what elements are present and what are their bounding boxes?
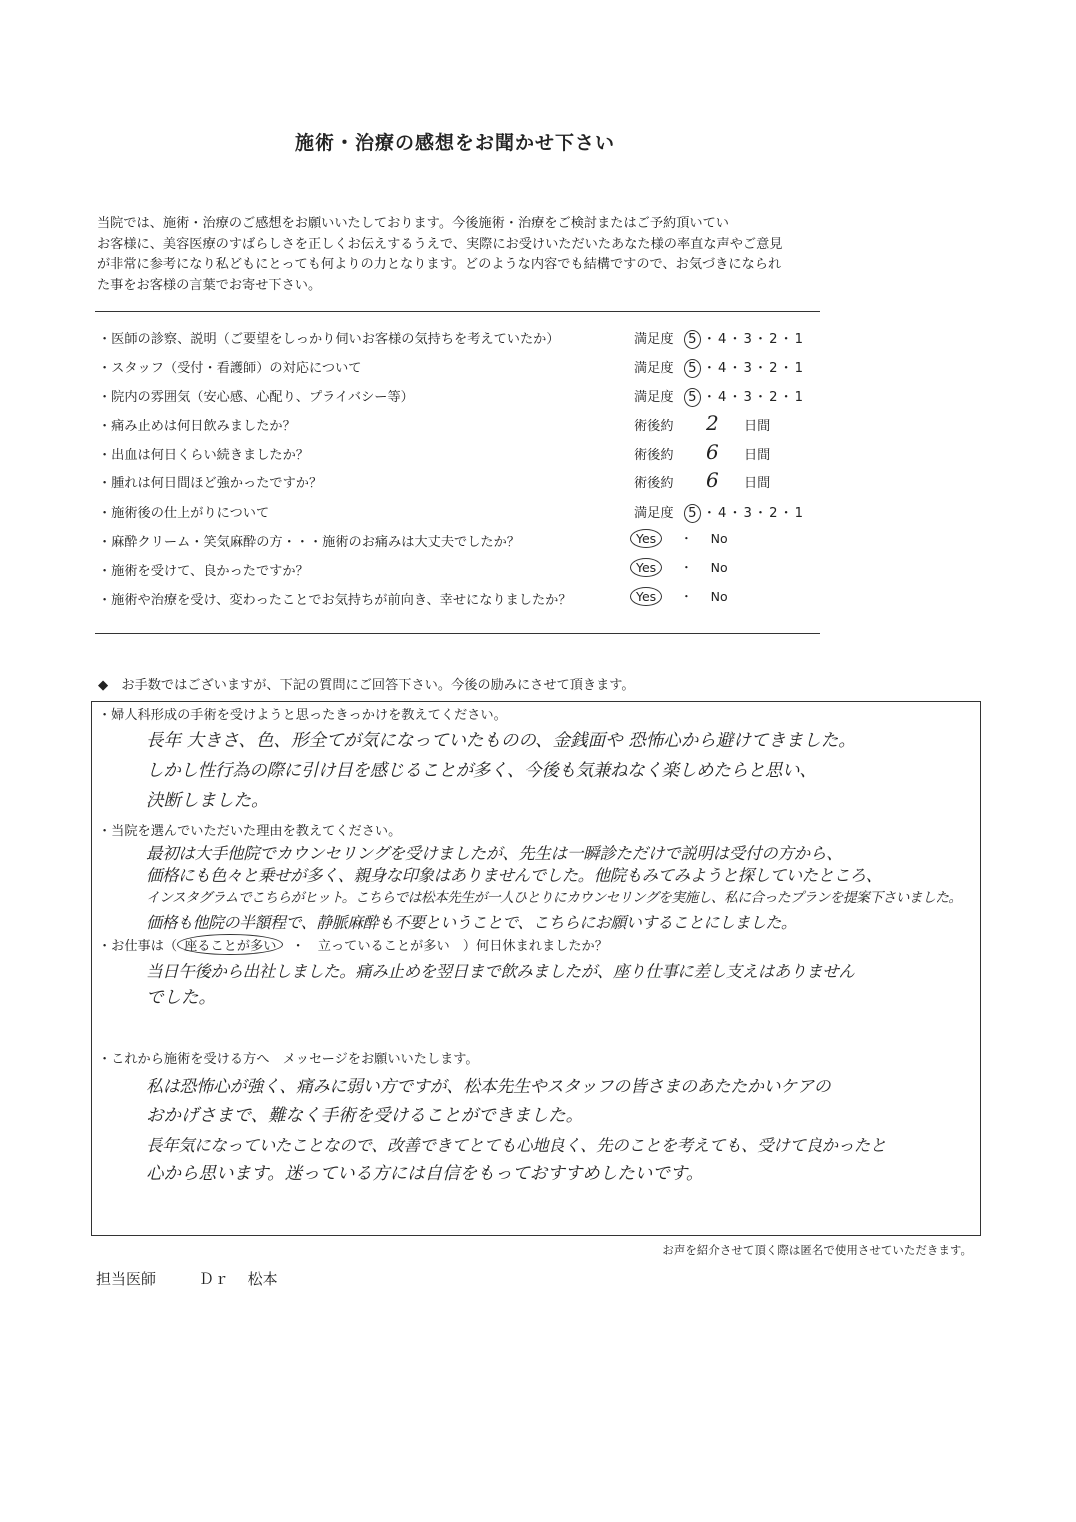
days-unit: 日間: [744, 476, 771, 491]
days-label: 術後約: [634, 448, 674, 463]
divider-bottom: [95, 633, 820, 634]
satisfaction-rating: [634, 357, 805, 378]
intro-line: お客様に、美容医療のすばらしさを正しくお伝えするうえで、実際にお受けいただいたあなた様の率直な声やご意見: [97, 236, 783, 252]
survey-question: ・腫れは何日間ほど強かったですか？: [98, 476, 323, 491]
question-label: ・婦人科形成の手術を受けようと思ったきっかけを教えてください。: [98, 708, 507, 723]
selected-score: 5: [684, 388, 701, 407]
handwritten-answer: 私は恐怖心が強く、痛みに弱い方ですが、松本先生やスタッフの皆さまのあたたかいケアの: [146, 1077, 831, 1097]
survey-question: ・施術や治療を受け、変わったことでお気持ちが前向き、幸せになりましたか？: [98, 593, 572, 608]
days-answer: [634, 440, 834, 468]
score-options: ・4・3・2・1: [702, 361, 806, 376]
separator: ・: [680, 531, 693, 546]
yes-no-answer: [630, 587, 728, 606]
yes-no-answer: [630, 529, 728, 548]
doctor-in-charge: [96, 1268, 278, 1289]
no-option: No: [710, 531, 728, 546]
rating-label: 満足度: [634, 506, 674, 521]
question-label: ・当院を選んでいただいた理由を教えてください。: [98, 824, 402, 839]
selected-option: 座ることが多い: [177, 934, 283, 955]
handwritten-answer: 最初は大手他院でカウンセリングを受けましたが、先生は一瞬診ただけで説明は受付の方から、: [146, 844, 843, 863]
doctor-prefix: Ｄｒ: [198, 1270, 229, 1288]
doctor-name: 松本: [247, 1270, 278, 1288]
days-answer: [634, 411, 834, 439]
survey-question: ・スタッフ（受付・看護師）の対応について: [98, 361, 362, 376]
score-options: ・4・3・2・1: [702, 390, 806, 405]
survey-question: ・出血は何日くらい続きましたか？: [98, 448, 309, 463]
section-heading: ◆ お手数ではございますが、下記の質問にご回答下さい。今後の励みにさせて頂きます。: [98, 678, 635, 693]
yes-no-answer: [630, 558, 728, 577]
intro-line: 当院では、施術・治療のご感想をお願いいたしております。今後施術・治療をご検討またはご予約頂いてい: [97, 216, 729, 231]
days-label: 術後約: [634, 476, 674, 491]
satisfaction-rating: [634, 386, 805, 407]
yes-selected: Yes: [630, 558, 662, 577]
score-options: ・4・3・2・1: [702, 506, 806, 521]
intro-text: [97, 214, 827, 296]
intro-line: た事をお客様の言葉でお寄せ下さい。: [97, 277, 322, 293]
handwritten-answer: 価格にも色々と乗せが多く、親身な印象はありませんでした。他院もみてみようと探していたところ、: [146, 866, 882, 885]
anonymity-note: お声を紹介させて頂く際は匿名で使用させていただきます。: [662, 1243, 972, 1257]
satisfaction-rating: [634, 328, 805, 349]
handwritten-answer: 長年 大きさ、色、形全てが気になっていたものの、金銭面や 恐怖心から避けてきました。: [146, 731, 856, 751]
selected-score: 5: [684, 504, 701, 523]
handwritten-answer: 価格も他院の半額程で、静脈麻酔も不要ということで、こちらにお願いすることにしました。: [146, 913, 797, 932]
separator: ・: [680, 560, 693, 575]
survey-question: ・麻酔クリーム・笑気麻酔の方・・・施術のお痛みは大丈夫でしたか？: [98, 535, 520, 550]
days-value: 6: [706, 468, 719, 492]
page-title: 施術・治療の感想をお聞かせ下さい: [294, 132, 615, 154]
handwritten-answer: でした。: [146, 988, 216, 1008]
separator: ・: [680, 589, 693, 604]
no-option: No: [710, 589, 728, 604]
days-unit: 日間: [744, 448, 771, 463]
survey-question: ・施術後の仕上がりについて: [98, 506, 270, 521]
handwritten-answer: 決断しました。: [146, 791, 269, 811]
intro-line: が非常に参考になり私どもにとっても何よりの力となります。どのような内容でも結構ですので、お気づきになられ: [97, 257, 782, 272]
score-options: ・4・3・2・1: [702, 332, 806, 347]
days-answer: [634, 468, 834, 496]
no-option: No: [710, 560, 728, 575]
survey-question: ・院内の雰囲気（安心感、心配り、プライバシー等）: [98, 390, 414, 405]
days-value: 2: [706, 411, 719, 435]
days-value: 6: [706, 440, 719, 464]
survey-question: ・施術を受けて、良かったですか？: [98, 564, 309, 579]
handwritten-answer: おかげさまで、難なく手術を受けることができました。: [146, 1106, 584, 1126]
selected-score: 5: [684, 330, 701, 349]
handwritten-answer: インスタグラムでこちらがヒット。こちらでは松本先生が一人ひとりにカウンセリングを実施し、私に合ったプランを提案下さいました。: [146, 890, 962, 906]
days-label: 術後約: [634, 419, 674, 434]
handwritten-answer: 心から思います。迷っている方には自信をもっておすすめしたいです。: [146, 1164, 704, 1184]
rating-label: 満足度: [634, 390, 674, 405]
rating-label: 満足度: [634, 361, 674, 376]
question-label: [98, 934, 608, 955]
question-label-prefix: ・お仕事は（: [98, 939, 178, 954]
selected-score: 5: [684, 359, 701, 378]
yes-selected: Yes: [630, 587, 662, 606]
question-label-rest: ・ 立っていることが多い ）何日休まれましたか？: [291, 939, 608, 954]
survey-question: ・痛み止めは何日飲みましたか？: [98, 419, 296, 434]
doctor-label: 担当医師: [96, 1270, 157, 1288]
handwritten-answer: 当日午後から出社しました。痛み止めを翌日まで飲みましたが、座り仕事に差し支えはありません: [146, 962, 855, 981]
handwritten-answer: 長年気になっていたことなので、改善できてとても心地良く、先のことを考えても、受けて良かったと: [146, 1136, 886, 1155]
rating-label: 満足度: [634, 332, 674, 347]
satisfaction-rating: [634, 502, 805, 523]
survey-question: ・医師の診察、説明（ご要望をしっかり伺いお客様の気持ちを考えていたか）: [98, 332, 560, 347]
yes-selected: Yes: [630, 529, 662, 548]
handwritten-answer: しかし性行為の際に引け目を感じることが多く、今後も気兼ねなく楽しめたらと思い、: [146, 761, 817, 781]
question-label: ・これから施術を受ける方へ メッセージをお願いいたします。: [98, 1052, 479, 1067]
days-unit: 日間: [744, 419, 771, 434]
divider-top: [95, 311, 820, 312]
